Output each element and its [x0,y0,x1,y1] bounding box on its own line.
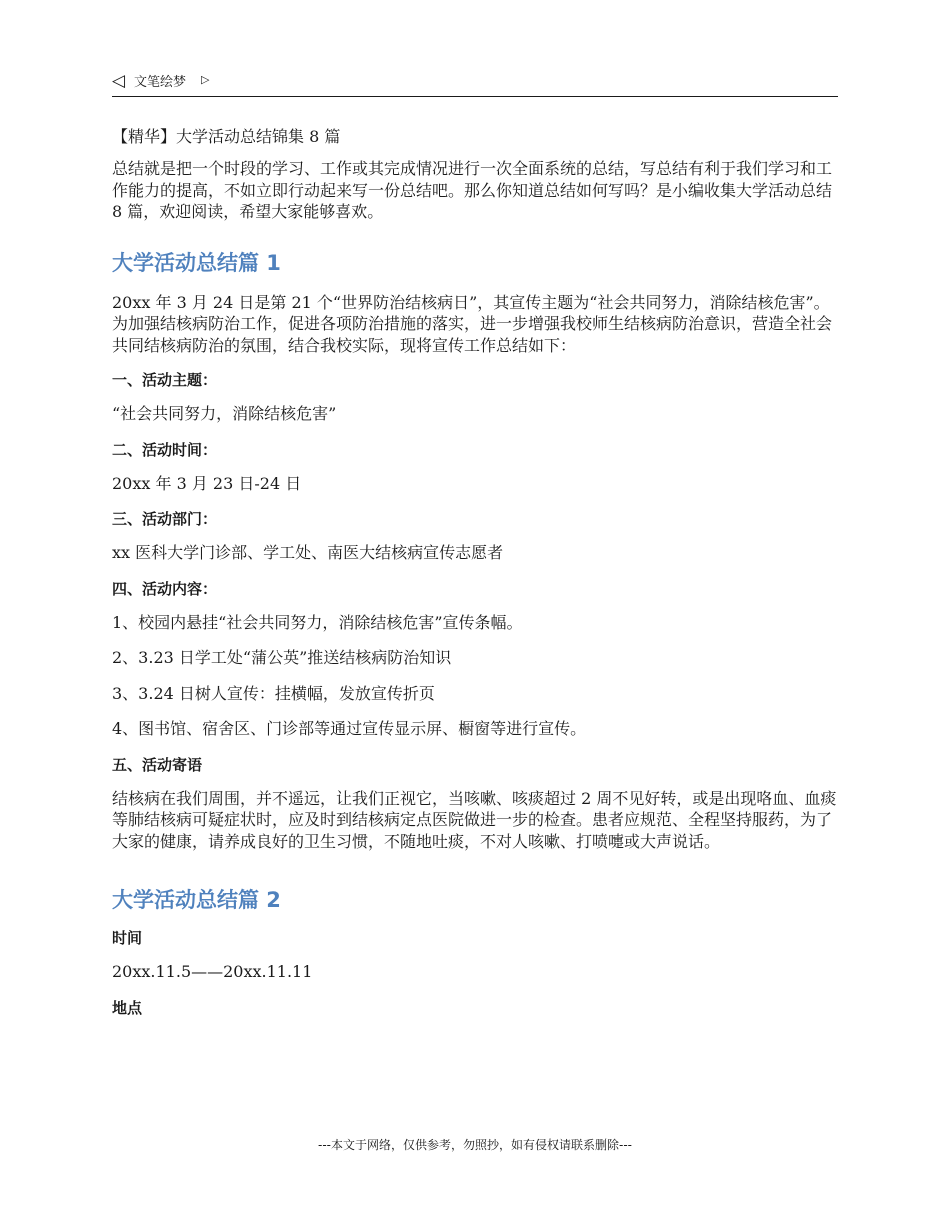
section-1-heading: 大学活动总结篇 1 [112,250,281,275]
list-item: 3、3.24 日树人宣传：挂横幅，发放宣传折页 [112,683,435,703]
intro-paragraph: 总结就是把一个时段的学习、工作或其完成情况进行一次全面系统的总结，写总结有利于我们学习和工作能力的提高，不如立即行动起来写一份总结吧。那么你知道总结如何写吗？是小编收集大学活动总结 8 篇，欢迎阅读，希望大家能够喜欢。 [112,159,833,221]
list-item: 1、校园内悬挂“社会共同努力，消除结核危害”宣传条幅。 [112,612,523,632]
page-footer: ---本文于网络，仅供参考，勿照抄，如有侵权请联系删除--- [318,1138,632,1152]
time-label: 二、活动时间： [112,440,218,459]
section-2-time-label: 时间 [112,929,143,947]
message-label: 五、活动寄语 [112,755,203,774]
section-2-place-label: 地点 [112,998,143,1017]
list-item: 2、3.23 日学工处“蒲公英”推送结核病防治知识 [112,648,452,667]
triangle-right-icon: ▷ [201,73,210,86]
triangle-left-icon: ◁ [112,71,126,91]
message-text: 结核病在我们周围，并不遥远，让我们正视它，当咳嗽、咳痰超过 2 周不见好转，或是出现咯血、血痰等肺结核病可疑症状时，应及时到结核病定点医院做进一步的检查。患者应规范、全程坚持服药，为了大家的健康，请养成良好的卫生习惯，不随地吐痰，不对人咳嗽、打喷嚏或大声说话。 [112,788,837,851]
section-2-heading: 大学活动总结篇 2 [112,888,281,912]
section-1-paragraph: 20xx 年 3 月 24 日是第 21 个“世界防治结核病日”，其宣传主题为“社会共同努力，消除结核危害”。为加强结核病防治工作，促进各项防治措施的落实，进一步增强我校师生结核病防治意识，营造全社会共同结核病防治的氛围，结合我校实际，现将宣传工作总结如下： [112,292,833,355]
dept-text: xx 医科大学门诊部、学工处、南医大结核病宣传志愿者 [112,543,504,562]
dept-label: 三、活动部门： [112,510,218,528]
document-body [112,125,840,1031]
theme-label: 一、活动主题： [112,371,218,389]
content-label: 四、活动内容： [112,579,218,598]
brand-name: 文笔绘梦 [134,75,187,90]
document-title: 【精华】大学活动总结锦集 8 篇 [112,127,341,146]
section-2-time-text: 20xx.11.5——20xx.11.11 [112,962,313,981]
page-header [112,70,838,97]
time-text: 20xx 年 3 月 23 日-24 日 [112,473,302,493]
list-item: 4、图书馆、宿舍区、门诊部等通过宣传显示屏、橱窗等进行宣传。 [112,719,587,738]
theme-text: “社会共同努力，消除结核危害” [112,404,337,423]
